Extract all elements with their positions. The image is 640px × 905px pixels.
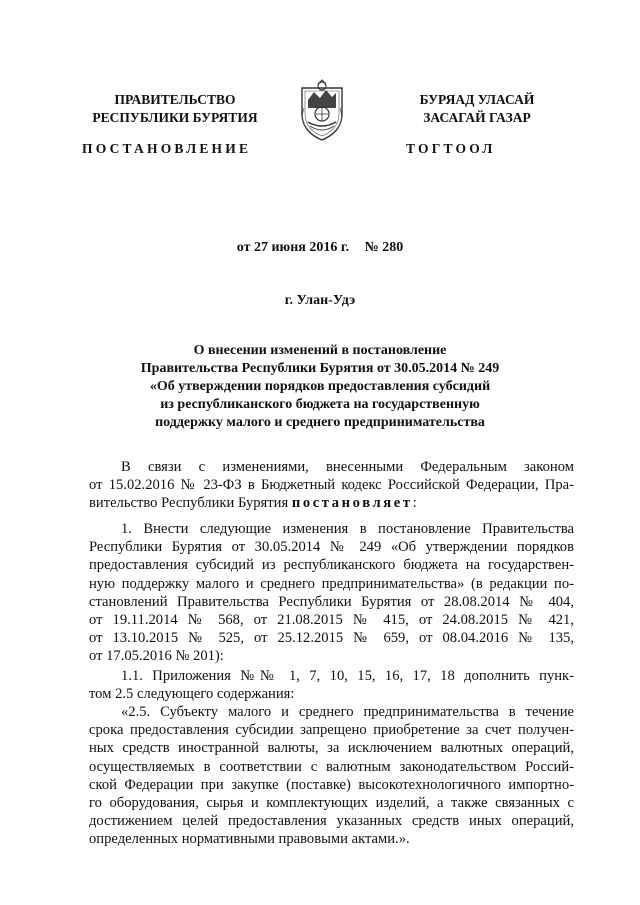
coat-of-arms-icon <box>296 78 348 142</box>
issuer-line-2: ЗАСАГАЙ ГАЗАР <box>423 110 531 125</box>
paragraph-line: предоставления субсидий из республиканского бюджета на государствен- <box>89 557 574 574</box>
paragraph-line: от 15.02.2016 № 23-ФЗ в Бюджетный кодекс Российской Федерации, Пра- <box>89 477 574 494</box>
issuer-name-buryat <box>372 91 582 127</box>
document-date: от 27 июня 2016 г. <box>236 240 350 255</box>
paragraph-line: В связи с изменениями, внесенными Федеральным законом <box>121 459 574 475</box>
paragraph-line: 1.1. Приложения №№ 1, 7, 10, 15, 16, 17, 18 дополнить пунк- <box>121 668 574 684</box>
paragraph-line: осуществляемых в соответствии с валютным законодательством Россий- <box>89 758 574 775</box>
paragraph-line: «2.5. Субъекту малого и среднего предпринимательства в течение <box>121 704 574 720</box>
document-number: № 280 <box>364 240 404 255</box>
document-date-number <box>0 240 640 256</box>
title-line: «Об утверждении порядков предоставления субсидий <box>149 379 491 394</box>
clause-1-1-paragraph <box>89 667 574 703</box>
issuer-line-1: БУРЯАД УЛАСАЙ <box>419 92 535 107</box>
paragraph-line: от 19.11.2014 № 568, от 21.08.2015 № 415, от 24.08.2015 № 421, <box>89 611 574 628</box>
paragraph-line <box>89 494 574 512</box>
preamble-colon: : <box>412 495 417 512</box>
issuer-line-2: РЕСПУБЛИКИ БУРЯТИЯ <box>92 110 258 125</box>
document-title <box>90 342 550 432</box>
paragraph-line: срока предоставления субсидии запрещено приобретение за счет получен- <box>89 722 574 739</box>
issuer-name-russian <box>70 91 280 127</box>
document-type-buryat: ТОГТООЛ <box>406 141 496 156</box>
paragraph-line: 1. Внести следующие изменения в постановление Правительства <box>121 521 574 537</box>
paragraph-line: от 13.10.2015 № 525, от 25.12.2015 № 659, от 08.04.2016 № 135, <box>89 630 574 647</box>
title-line: из республиканского бюджета на государственную <box>160 397 480 412</box>
paragraph-line: ную поддержку малого и среднего предпринимательства» (в редакции по- <box>89 575 574 592</box>
issuer-line-1: ПРАВИТЕЛЬСТВО <box>114 92 236 107</box>
preamble-paragraph <box>89 458 574 513</box>
clause-1-paragraph <box>89 520 574 666</box>
clause-2-5-paragraph <box>89 703 574 849</box>
resolves-keyword: постановляет <box>291 495 413 512</box>
paragraph-line: ных средств иностранной валюты, за исключением валютных операций, <box>89 740 574 757</box>
paragraph-line: достижением целей предоставления указанных средств иных операций, <box>89 813 574 830</box>
preamble-text: вительство Республики Бурятия <box>89 495 289 512</box>
paragraph-line: том 2.5 следующего содержания: <box>89 686 295 703</box>
document-type-russian: ПОСТАНОВЛЕНИЕ <box>82 141 252 156</box>
paragraph-line: го оборудования, сырья и комплектующих изделий, а также связанных с <box>89 794 574 811</box>
paragraph-line: Республики Бурятия от 30.05.2014 № 249 «Об утверждении порядков <box>89 539 574 556</box>
paragraph-line: ской Федерации при закупке (поставке) высокотехнологичного импортно- <box>89 776 574 793</box>
document-city: г. Улан-Удэ <box>284 293 356 308</box>
title-line: О внесении изменений в постановление <box>193 343 447 358</box>
paragraph-line: становлений Правительства Республики Бурятия от 28.08.2014 № 404, <box>89 593 574 610</box>
title-line: Правительства Республики Бурятия от 30.05.2014 № 249 <box>140 361 500 376</box>
paragraph-line: определенных нормативными правовыми актами.». <box>89 831 410 848</box>
title-line: поддержку малого и среднего предпринимательства <box>155 415 485 430</box>
paragraph-line: от 17.05.2016 № 201): <box>89 648 224 665</box>
